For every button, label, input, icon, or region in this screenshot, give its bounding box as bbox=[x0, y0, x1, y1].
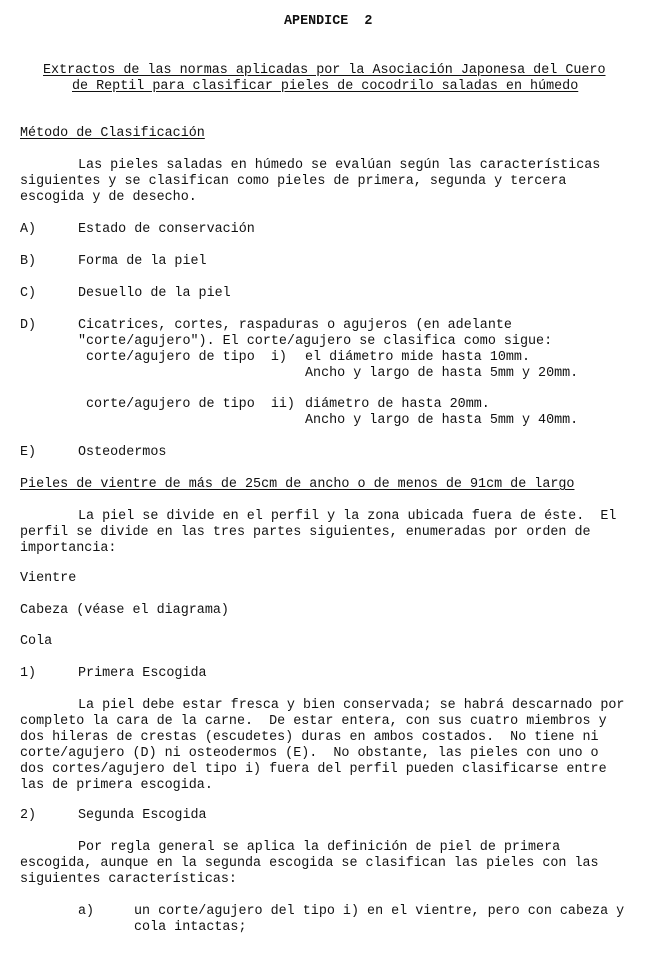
sub-item-a-line-2: cola intactas; bbox=[134, 920, 247, 935]
segunda-line-2: escogida, aunque en la segunda escogida se clasifican las pieles con las bbox=[20, 856, 599, 871]
segunda-line-3: siguientes características: bbox=[20, 872, 237, 887]
pieles-para-line-3: importancia: bbox=[20, 541, 117, 556]
metodo-intro-line-1: Las pieles saladas en húmedo se evalúan según las características bbox=[78, 158, 601, 173]
type-1-label: corte/agujero de tipo i) bbox=[86, 350, 287, 365]
type-2-line-1: diámetro de hasta 20mm. bbox=[305, 397, 490, 412]
main-heading-line-2: de Reptil para clasificar pieles de cocodrilo saladas en húmedo bbox=[72, 79, 579, 94]
type-2-line-2: Ancho y largo de hasta 5mm y 40mm. bbox=[305, 413, 579, 428]
item-marker-d: D) bbox=[20, 318, 37, 333]
section-heading-metodo: Método de Clasificación bbox=[20, 126, 205, 141]
part-cabeza: Cabeza (véase el diagrama) bbox=[20, 603, 229, 618]
part-cola: Cola bbox=[20, 634, 53, 649]
appendix-title: APENDICE 2 bbox=[284, 14, 373, 29]
item-text-b: Forma de la piel bbox=[78, 254, 207, 269]
segunda-marker: 2) bbox=[20, 808, 37, 823]
primera-line-1: La piel debe estar fresca y bien conservada; se habrá descarnado por bbox=[78, 698, 625, 713]
pieles-para-line-2: perfil se divide en las tres partes siguientes, enumeradas por orden de bbox=[20, 525, 591, 540]
primera-marker: 1) bbox=[20, 666, 37, 681]
sub-item-marker-a: a) bbox=[78, 904, 95, 919]
pieles-para-line-1: La piel se divide en el perfil y la zona ubicada fuera de éste. El bbox=[78, 509, 617, 524]
item-text-a: Estado de conservación bbox=[78, 222, 255, 237]
metodo-intro-line-3: escogida y de desecho. bbox=[20, 190, 197, 205]
item-marker-b: B) bbox=[20, 254, 37, 269]
item-marker-e: E) bbox=[20, 445, 37, 460]
primera-line-3: dos hileras de crestas (escudetes) duras en ambos costados. No tiene ni bbox=[20, 730, 599, 745]
primera-line-6: las de primera escogida. bbox=[20, 778, 213, 793]
type-1-line-1: el diámetro mide hasta 10mm. bbox=[305, 350, 530, 365]
item-marker-a: A) bbox=[20, 222, 37, 237]
item-text-c: Desuello de la piel bbox=[78, 286, 231, 301]
section-heading-pieles: Pieles de vientre de más de 25cm de ancho o de menos de 91cm de largo bbox=[20, 477, 575, 492]
segunda-line-1: Por regla general se aplica la definición de piel de primera bbox=[78, 840, 561, 855]
item-text-e: Osteodermos bbox=[78, 445, 167, 460]
metodo-intro-line-2: siguientes y se clasifican como pieles de primera, segunda y tercera bbox=[20, 174, 567, 189]
main-heading-line-1: Extractos de las normas aplicadas por la Asociación Japonesa del Cuero bbox=[43, 63, 606, 78]
item-d-line-2: "corte/agujero"). El corte/agujero se clasifica como sigue: bbox=[78, 334, 553, 349]
type-1-line-2: Ancho y largo de hasta 5mm y 20mm. bbox=[305, 366, 579, 381]
part-vientre: Vientre bbox=[20, 571, 77, 586]
type-2-label: corte/agujero de tipo ii) bbox=[86, 397, 295, 412]
primera-line-4: corte/agujero (D) ni osteodermos (E). No obstante, las pieles con uno o bbox=[20, 746, 599, 761]
primera-line-5: dos cortes/agujero del tipo i) fuera del perfil pueden clasificarse entre bbox=[20, 762, 607, 777]
item-marker-c: C) bbox=[20, 286, 37, 301]
item-d-line-1: Cicatrices, cortes, raspaduras o agujeros (en adelante bbox=[78, 318, 512, 333]
primera-title: Primera Escogida bbox=[78, 666, 207, 681]
segunda-title: Segunda Escogida bbox=[78, 808, 207, 823]
sub-item-a-line-1: un corte/agujero del tipo i) en el vientre, pero con cabeza y bbox=[134, 904, 625, 919]
primera-line-2: completo la cara de la carne. De estar entera, con sus cuatro miembros y bbox=[20, 714, 607, 729]
